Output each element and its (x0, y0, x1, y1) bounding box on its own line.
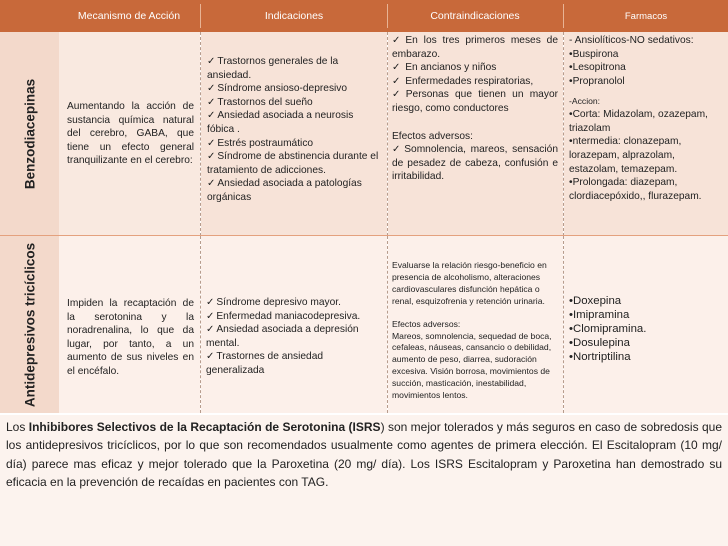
footer-lead: Los (6, 420, 29, 434)
table-row-antidepresivos (0, 236, 728, 413)
indicaciones-list (207, 55, 383, 205)
list-item-text: •Doxepina (569, 295, 622, 307)
list-item-text: •Dosulepina (569, 336, 630, 349)
list-item-text: •Clomipramina. (569, 322, 647, 335)
list-item-text: •Corta: Midazolam, ozazepam, triazolam (569, 109, 708, 134)
contraindicaciones-cell (388, 236, 563, 413)
list-item-text: - Ansiolíticos-NO sedativos: (569, 35, 694, 46)
list-item (569, 337, 724, 351)
list-item (569, 323, 724, 337)
list-item-text: Enfermedades respiratorias, (402, 75, 534, 87)
checkmark-icon: ✓ (392, 89, 404, 101)
contraindicaciones-text: Evaluarse la relación riesgo-beneficio en presencia de alcoholismo, alteraciones cardiovasculares disfunción hepática o renal, esquizofrenia y retención urinaria. (392, 260, 547, 306)
checkmark-icon: ✓ (207, 151, 216, 163)
indicaciones-cell (201, 236, 387, 413)
list-item (207, 55, 383, 82)
checkmark-icon: ✓ (206, 297, 215, 308)
indicaciones-cell (201, 32, 387, 236)
efectos-text: Mareos, somnolencia, sequedad de boca, cefaleas, náuseas, cansancio o debilidad, aumento de peso, diarrea, sudoración excesiva. Visión borrosa, movimientos de succión, masticación, inestabilidad, movimientos lentos. (392, 330, 552, 401)
farmacos-cell (564, 32, 728, 236)
checkmark-icon: ✓ (207, 178, 216, 190)
list-item (207, 137, 383, 151)
checkmark-icon: ✓ (207, 137, 216, 149)
list-item (569, 135, 724, 176)
mecanismo-text: Aumentando la acción de sustancia química natural del cerebro, GABA, que tiene un efecto general tranquilizante en el cerebro: (67, 101, 194, 167)
list-item (569, 108, 724, 135)
list-item-text: Síndrome ansioso-depresivo (217, 83, 348, 95)
table-header (0, 0, 728, 32)
list-item (569, 295, 724, 309)
footer-text: ) son mejor tolerados y más seguros en caso de sobredosis que los antidepresivos tricíclicos, por lo que son recomendados usualmente como agentes de primera elección. El Escitalopram (10 mg/ día) parece mas eficaz y mejor tolerado que la Paroxetina (20 mg/ día). Los ISRS Escitalopram y Paroxetina han demostrado su eficacia en la prevención de recaídas en pacientes con TAG. (6, 420, 723, 489)
list-item (569, 176, 724, 203)
list-item (569, 61, 724, 75)
list-item (206, 310, 383, 324)
farmacos-list (569, 295, 724, 365)
list-item-text: •Buspirona (569, 48, 619, 60)
list-item (392, 75, 558, 89)
column-divider (200, 236, 201, 413)
checkmark-icon: ✓ (392, 35, 404, 46)
mecanismo-text: Impiden la recaptación de la serotonina y la noradrenalina, lo que da lugar, por tanto, a un aumento de sus niveles en el encéfalo. (59, 236, 200, 413)
table-row-benzodiacepinas (0, 32, 728, 236)
row-label-cell (0, 236, 59, 413)
list-item-text: Ansiedad asociada a depresión mental. (206, 324, 359, 349)
list-item-text: •Nortriptilina (569, 350, 631, 363)
farmacos-accion: -Accion: (569, 96, 601, 107)
list-item-text: Personas que tienen un mayor riesgo, como conductores (392, 89, 559, 114)
list-item-text: Enfermedad maniacodepresiva. (216, 310, 361, 322)
list-item-text: •Lesopitrona (569, 62, 626, 74)
list-item-text: •Imipramina (569, 308, 630, 321)
contraindicaciones-cell (388, 32, 563, 236)
row-label-cell (0, 32, 59, 236)
list-item (207, 82, 383, 96)
checkmark-icon: ✓ (207, 110, 216, 122)
list-item-text: Síndrome de abstinencia durante el tratamiento de adicciones. (207, 151, 379, 176)
list-item-text: •ntermedia: clonazepam, lorazepam, alprazolam, estazolam, temazepam. (569, 136, 682, 175)
list-item-text: Somnolencia, mareos, sensación de pesadez de cabeza, confusión e irritabilidad. (392, 144, 558, 183)
header-indicaciones: Indicaciones (264, 10, 324, 22)
list-item (207, 109, 383, 136)
row-label: Benzodiacepinas (22, 78, 37, 190)
header-farmacos: Farmacos (624, 10, 668, 22)
list-item (392, 34, 558, 61)
list-item (569, 34, 724, 48)
list-item-text: Ansiedad asociada a neurosis fóbica . (207, 110, 354, 135)
list-item-text: Trastornes de ansiedad generalizada (206, 351, 324, 376)
list-item-text: •Prolongada: diazepam, clordiacepóxido,, flurazepam. (569, 177, 702, 202)
contraindicaciones-list (392, 34, 558, 116)
header-contraindicaciones: Contraindicaciones (430, 10, 520, 22)
checkmark-icon: ✓ (207, 83, 216, 95)
checkmark-icon: ✓ (207, 96, 216, 108)
farmacos-list (569, 34, 724, 88)
checkmark-icon: ✓ (207, 56, 216, 67)
farmacos-cell (564, 236, 728, 413)
column-divider (563, 32, 564, 236)
row-label: Antidepresivos tricíclicos (22, 242, 37, 407)
header-mecanismo: Mecanismo de Acción (77, 10, 181, 22)
column-divider (387, 32, 388, 236)
footer-paragraph (0, 415, 728, 546)
column-divider (200, 32, 201, 236)
checkmark-icon: ✓ (392, 144, 403, 156)
list-item (392, 143, 558, 184)
list-item (569, 75, 724, 89)
farmacos-accion-list (569, 108, 724, 203)
list-item (206, 350, 383, 377)
list-item-text: Estrés postraumático (217, 137, 314, 149)
column-divider (563, 236, 564, 413)
list-item-text: Trastornos del sueño (217, 96, 313, 108)
list-item-text: Síndrome depresivo mayor. (216, 297, 341, 308)
checkmark-icon: ✓ (206, 351, 215, 363)
list-item-text: •Propranolol (569, 75, 625, 87)
list-item-text: En los tres primeros meses de embarazo. (392, 35, 558, 60)
list-item (206, 323, 383, 350)
indicaciones-list (206, 296, 383, 378)
list-item (392, 88, 558, 115)
efectos-title: Efectos adversos: (392, 130, 473, 142)
list-item-text: En ancianos y niños (402, 62, 497, 74)
list-item (207, 150, 383, 177)
column-divider (387, 236, 388, 413)
list-item (207, 177, 383, 204)
list-item (569, 48, 724, 62)
list-item-text: Ansiedad asociada a patologías orgánicas (207, 178, 362, 203)
checkmark-icon: ✓ (392, 62, 401, 74)
footer-bold: Inhibibores Selectivos de la Recaptación de Serotonina (ISRS (28, 420, 381, 434)
efectos-list (392, 143, 558, 184)
list-item (392, 61, 558, 75)
list-item (206, 296, 383, 310)
checkmark-icon: ✓ (392, 75, 401, 87)
list-item (569, 309, 724, 323)
checkmark-icon: ✓ (206, 310, 215, 322)
efectos-title: Efectos adversos: (392, 318, 461, 329)
checkmark-icon: ✓ (206, 324, 215, 336)
list-item (207, 96, 383, 110)
list-item-text: Trastornos generales de la ansiedad. (207, 56, 339, 81)
list-item (569, 351, 724, 365)
